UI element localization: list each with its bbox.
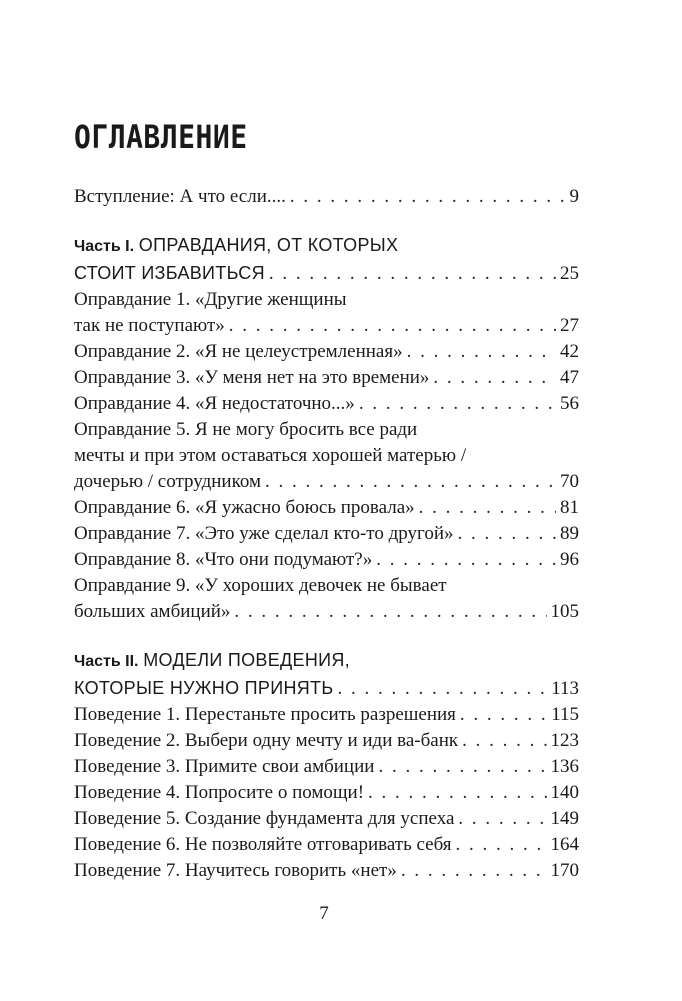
toc-row <box>74 702 579 728</box>
entry-label: Поведение 6. Не позволяйте отговаривать себя <box>74 834 452 855</box>
part-heading-1 <box>74 232 579 287</box>
entry-label: Оправдание 7. «Это уже сделал кто-то другой» <box>74 523 454 544</box>
entry-page: 42 <box>560 341 579 362</box>
toc-entry <box>74 806 579 832</box>
dot-leader <box>401 858 547 884</box>
toc-entry <box>74 547 579 573</box>
part-title-line2: КОТОРЫЕ НУЖНО ПРИНЯТЬ <box>74 678 334 698</box>
dot-leader <box>290 184 566 210</box>
dot-leader <box>433 365 556 391</box>
entry-page: 9 <box>569 186 579 207</box>
toc-entry <box>74 521 579 547</box>
toc-row <box>74 858 579 884</box>
toc-entry <box>74 702 579 728</box>
table-of-contents <box>74 184 579 884</box>
entry-label: Поведение 1. Перестаньте просить разрешения <box>74 704 456 725</box>
entry-page: 27 <box>560 315 579 336</box>
dot-leader <box>407 339 556 365</box>
entry-label: больших амбиций» <box>74 601 231 622</box>
entry-line: Оправдание 5. Я не могу бросить все ради <box>74 419 418 440</box>
entry-label: Оправдание 2. «Я не целеустремленная» <box>74 341 403 362</box>
dot-leader <box>462 728 546 754</box>
dot-leader <box>460 702 547 728</box>
entry-page: 47 <box>560 367 579 388</box>
toc-entry <box>74 287 579 339</box>
toc-row <box>74 313 579 339</box>
entry-page: 170 <box>550 860 579 881</box>
part-prefix: Часть I. <box>74 238 135 255</box>
entry-label: Оправдание 3. «У меня нет на это времени» <box>74 367 430 388</box>
part-title-line1: МОДЕЛИ ПОВЕДЕНИЯ, <box>143 650 350 670</box>
entry-label: Оправдание 6. «Я ужасно боюсь провала» <box>74 497 415 518</box>
page-number: 7 <box>319 903 329 924</box>
part-title-line1: ОПРАВДАНИЯ, ОТ КОТОРЫХ <box>138 235 399 255</box>
dot-leader <box>269 261 556 287</box>
dot-leader <box>456 832 547 858</box>
toc-row <box>74 469 579 495</box>
toc-entry <box>74 832 579 858</box>
entry-label: Поведение 4. Попросите о помощи! <box>74 782 365 803</box>
entry-page: 136 <box>550 756 579 777</box>
entry-label: Оправдание 4. «Я недостаточно...» <box>74 393 355 414</box>
part-title-line2: СТОИТ ИЗБАВИТЬСЯ <box>74 263 265 283</box>
dot-leader <box>234 599 546 625</box>
entry-page: 96 <box>560 549 579 570</box>
entry-label: Поведение 5. Создание фундамента для успеха <box>74 808 455 829</box>
toc-entry <box>74 495 579 521</box>
dot-leader <box>359 391 556 417</box>
toc-entry-intro <box>74 184 579 210</box>
entry-label: так не поступают» <box>74 315 225 336</box>
toc-entry <box>74 365 579 391</box>
entry-label: Поведение 3. Примите свои амбиции <box>74 756 375 777</box>
dot-leader <box>265 469 556 495</box>
entry-label: Оправдание 8. «Что они подумают?» <box>74 549 373 570</box>
entry-page: 105 <box>550 601 579 622</box>
toc-entry <box>74 780 579 806</box>
entry-line: мечты и при этом оставаться хорошей матерью / <box>74 445 467 466</box>
toc-row <box>74 184 579 210</box>
entry-page: 115 <box>551 704 579 725</box>
entry-page: 149 <box>550 808 579 829</box>
toc-row <box>74 521 579 547</box>
entry-page: 56 <box>560 393 579 414</box>
toc-row <box>74 728 579 754</box>
toc-row <box>74 599 579 625</box>
dot-leader <box>419 495 556 521</box>
entry-label: Поведение 7. Научитесь говорить «нет» <box>74 860 397 881</box>
toc-entry <box>74 417 579 495</box>
entry-line: Оправдание 1. «Другие женщины <box>74 289 347 310</box>
entry-label: Поведение 2. Выбери одну мечту и иди ва-банк <box>74 730 459 751</box>
entry-page: 25 <box>560 263 579 284</box>
toc-entry <box>74 573 579 625</box>
toc-row <box>74 365 579 391</box>
toc-entry <box>74 391 579 417</box>
toc-row <box>74 260 579 287</box>
part-heading-line <box>74 647 579 675</box>
part-heading-2 <box>74 647 579 702</box>
dot-leader <box>368 780 546 806</box>
entry-page: 70 <box>560 471 579 492</box>
part-heading-line <box>74 232 579 260</box>
toc-row <box>74 754 579 780</box>
toc-entry <box>74 728 579 754</box>
toc-title: ОГЛАВЛЕНИЕ <box>74 118 248 156</box>
entry-page: 113 <box>551 678 579 699</box>
toc-entry <box>74 339 579 365</box>
toc-row <box>74 391 579 417</box>
toc-entry <box>74 754 579 780</box>
part-prefix: Часть II. <box>74 653 139 670</box>
dot-leader <box>458 806 546 832</box>
entry-label: дочерью / сотрудником <box>74 471 262 492</box>
part1-entries <box>74 287 579 625</box>
toc-row <box>74 339 579 365</box>
entry-page: 164 <box>550 834 579 855</box>
toc-row <box>74 832 579 858</box>
toc-row <box>74 675 579 702</box>
toc-entry <box>74 858 579 884</box>
toc-row <box>74 547 579 573</box>
part2-entries <box>74 702 579 884</box>
entry-label: Вступление: А что если.... <box>74 186 286 207</box>
dot-leader <box>376 547 556 573</box>
toc-row <box>74 806 579 832</box>
dot-leader <box>337 676 547 702</box>
dot-leader <box>229 313 556 339</box>
dot-leader <box>458 521 556 547</box>
toc-row <box>74 495 579 521</box>
dot-leader <box>378 754 546 780</box>
entry-page: 140 <box>550 782 579 803</box>
entry-line: Оправдание 9. «У хороших девочек не бывает <box>74 575 447 596</box>
entry-page: 89 <box>560 523 579 544</box>
entry-page: 123 <box>550 730 579 751</box>
toc-row <box>74 780 579 806</box>
entry-page: 81 <box>560 497 579 518</box>
